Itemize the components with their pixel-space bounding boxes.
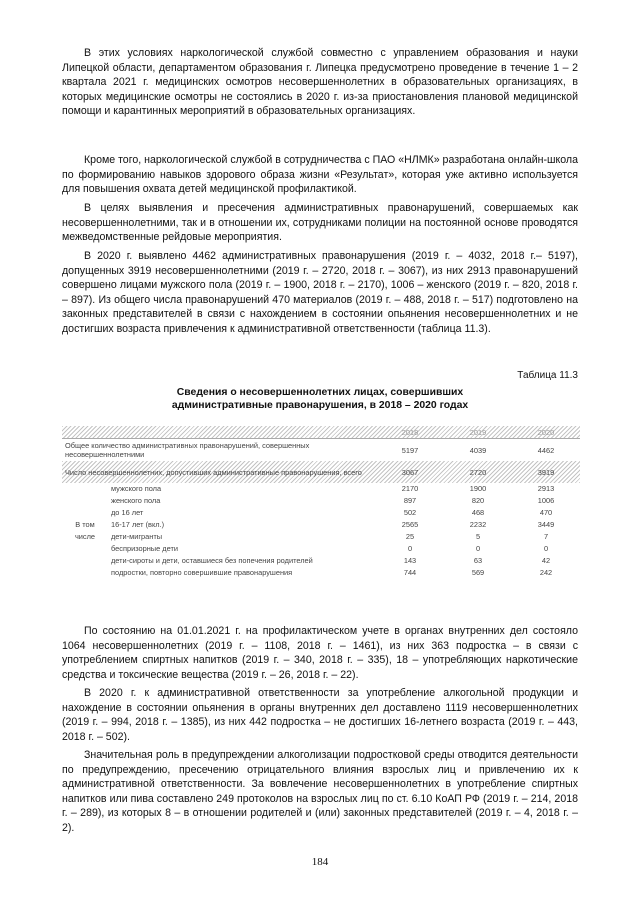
row-value: 42: [541, 556, 551, 565]
table-row: [62, 567, 580, 579]
table-row: [62, 495, 580, 507]
paragraph-preventive-register: По состоянию на 01.01.2021 г. на профилактическом учете в органах внутренних дел состояло 1064 несовершеннолетних (2019 г. – 1108, 2018 г. – 1461), из них 363 подростка – в связи с употреблением спиртных напитков (2019 г. – 340, 2018 г. – 335), 18 – употребляющих наркотические средства и токсические вещества (2019 г. – 26, 2018 г. – 22).: [62, 625, 578, 681]
row-value: 7: [543, 532, 549, 541]
row-value: 3919: [537, 467, 555, 477]
row-value: 0: [543, 544, 549, 553]
table-row: [62, 507, 580, 519]
offenses-table: [62, 426, 580, 579]
table-title-line1: Сведения о несовершеннолетних лицах, совершивших: [176, 387, 464, 398]
row-value: 1006: [537, 496, 555, 505]
table-row: [62, 519, 580, 531]
row-value: 502: [403, 508, 417, 517]
table-header-year: 2020: [512, 426, 580, 439]
table-label: Таблица 11.3: [517, 370, 578, 381]
row-value: 4462: [537, 445, 555, 455]
row-value: 242: [539, 568, 553, 577]
paragraph-alcohol-liability: В 2020 г. к административной ответственности за употребление алкогольной продукции и нахождение в состоянии опьянения в органы внутренних дел доставлено 1119 несовершеннолетних (2019 г. – 994, 2018 г. – 1385), из них 442 подростка – не достигших 16-летнего возраста (2019 г. – 443, 2018 г. – 502).: [62, 687, 578, 743]
row-value: 744: [403, 568, 417, 577]
paragraph-medical-exams: В этих условиях наркологической службой совместно с управлением образования и науки Липецкой области, департаментом образования г. Липецка предусмотрено проведение в течение 1 – 2 квартала 2021 г. медицинских осмотров несовершеннолетних в образовательных организациях, в которых медицинские осмотры не состоялись в 2020 г. из-за приостановления плановой медицинской помощи и карантинных мероприятий в образовательных организациях.: [62, 47, 578, 118]
row-value: 0: [475, 544, 481, 553]
table-row-total-offenses: [62, 439, 580, 462]
table-title: [62, 386, 578, 412]
page-number: 184: [311, 856, 329, 868]
row-value: 2232: [469, 520, 487, 529]
table-row: [62, 483, 580, 495]
row-value: 63: [473, 556, 483, 565]
table-row-offenders-count: [62, 461, 580, 483]
table-title-line2: административные правонарушения, в 2018 – 2020 годах: [171, 400, 469, 411]
row-value: 820: [471, 496, 485, 505]
row-value: 2565: [401, 520, 419, 529]
row-value: 3449: [537, 520, 555, 529]
row-value: 0: [407, 544, 413, 553]
row-value: 3067: [401, 467, 419, 477]
row-value: 2720: [469, 467, 487, 477]
row-value: 143: [403, 556, 417, 565]
table-header-year: 2019: [444, 426, 512, 439]
row-value: 4039: [469, 445, 487, 455]
including-label: В том числе: [74, 520, 96, 541]
row-value: 468: [471, 508, 485, 517]
paragraph-online-school: Кроме того, наркологической службой в сотрудничества с ПАО «НЛМК» разработана онлайн-школа по формированию навыков здорового образа жизни «Результат», которая уже активно используется для повышения охвата детей медицинской профилактикой.: [62, 154, 578, 196]
table-row: [62, 555, 580, 567]
table-header-year: 2018: [376, 426, 444, 439]
row-label: дети-сироты и дети, оставшиеся без попечения родителей: [111, 556, 313, 565]
row-label: до 16 лет: [111, 508, 144, 517]
row-label: 16-17 лет (вкл.): [111, 520, 165, 529]
table-row: [62, 531, 580, 543]
paragraph-adult-involvement: Значительная роль в предупреждении алкоголизации подростковой среды отводится деятельности по предупреждению, пресечению отрицательного влияния взрослых лиц и привлечению их к административной ответственности. За вовлечение несовершеннолетних в употребление спиртных напитков или пива составлено 249 протоколов на взрослых лиц по ст. 6.10 КоАП РФ (2019 г. – 214, 2018 г. – 289), из которых 8 – в отношении родителей и (или) законных представителей (2019 г. – 4, 2018 г. – 2).: [62, 749, 578, 834]
table-header-row: [62, 426, 580, 439]
row-label: дети-мигранты: [111, 532, 163, 541]
row-value: 5197: [401, 445, 419, 455]
table-row: [62, 543, 580, 555]
row-label: женского пола: [111, 496, 161, 505]
paragraph-raids: В целях выявления и пресечения административных правонарушений, совершаемых как несовершеннолетними, так и в отношении их, сотрудниками полиции на постоянной основе проводятся межведомственные рейдовые мероприятия.: [62, 202, 578, 244]
row-value: 2913: [537, 484, 555, 493]
row-value: 5: [475, 532, 481, 541]
row-label: беспризорные дети: [111, 544, 178, 553]
row-label: Общее количество административных правонарушений, совершенных несовершеннолетними: [65, 441, 310, 459]
row-value: 470: [539, 508, 553, 517]
paragraph-offenses-2020: В 2020 г. выявлено 4462 административных правонарушения (2019 г. – 4032, 2018 г.– 5197), допущенных 3919 несовершеннолетними (2019 г. – 2720, 2018 г. – 3067), из них 2913 правонарушений совершено лицами мужского пола (2019 г. – 1900, 2018 г. – 2170), 1006 – женского (2019 г. – 820, 2018 г. – 897). Из общего числа правонарушений 470 материалов (2019 г. – 488, 2018 г. – 517) подготовлено на законных представителей в связи с нахождением в состоянии опьянения несовершеннолетних и не достигших возраста привлечения к административной ответственности (таблица 11.3).: [62, 250, 578, 335]
row-label: подростки, повторно совершившие правонарушения: [111, 568, 293, 577]
row-value: 897: [403, 496, 417, 505]
table-header-blank: [62, 426, 376, 439]
row-value: 25: [405, 532, 415, 541]
row-label: Число несовершеннолетних, допустивших административные правонарушения, всего: [65, 467, 362, 477]
row-value: 569: [471, 568, 485, 577]
row-value: 1900: [469, 484, 487, 493]
row-label: мужского пола: [111, 484, 162, 493]
row-value: 2170: [401, 484, 419, 493]
